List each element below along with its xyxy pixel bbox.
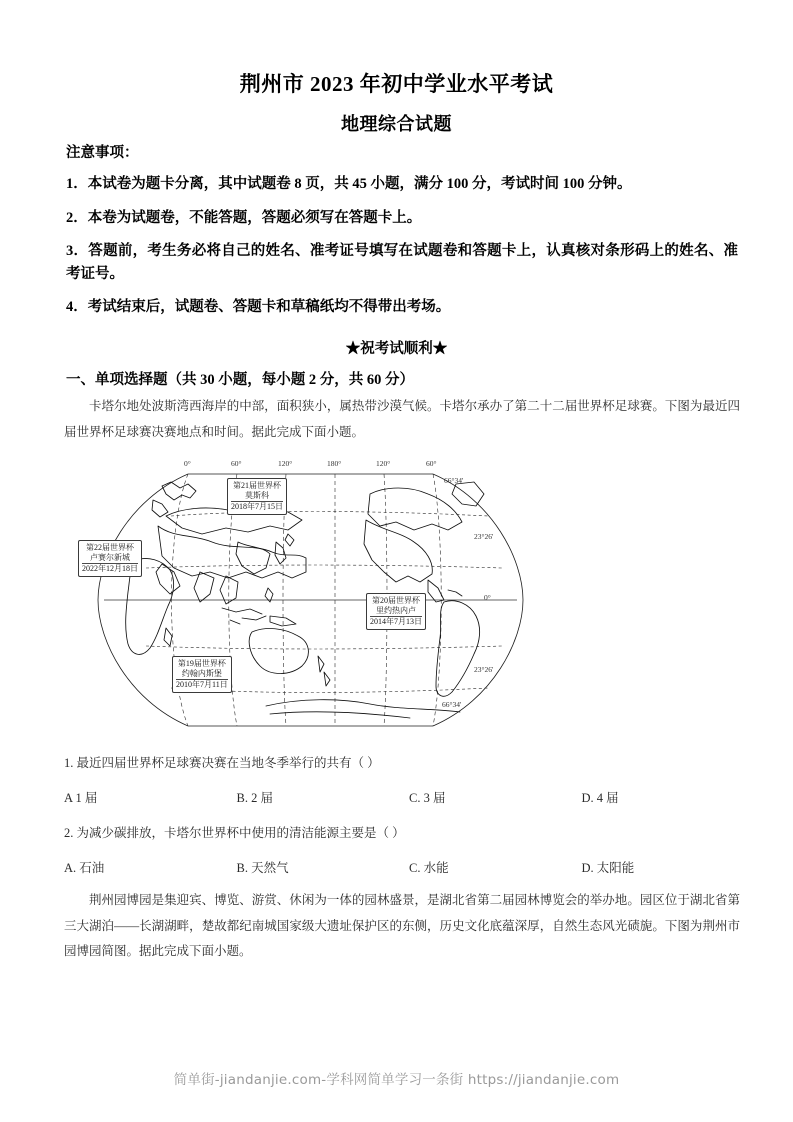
map-label-edition: 第22届世界杯 [86,543,134,552]
map-label-date: 2022年12月18日 [82,564,138,574]
world-map-svg [70,460,550,740]
longitude-label-120w: 120° [376,459,391,468]
map-label-date: 2014年7月13日 [370,617,422,627]
map-label-place: 约翰内斯堡 [181,669,222,679]
question-2-option-c[interactable]: C. 水能 [409,861,449,875]
question-2-option-b[interactable]: B. 天然气 [236,861,289,875]
question-1-option-b[interactable]: B. 2 届 [236,791,273,805]
map-label-edition: 第21届世界杯 [233,481,281,490]
map-label-edition: 第19届世界杯 [177,659,226,668]
map-label-edition: 第20届世界杯 [372,596,420,605]
map-label-world-cup-21 [227,478,287,515]
footer-watermark: 简单街-jiandanjie.com-学科网简单学习一条街 https://jiandanjie.com [173,1072,620,1088]
map-label-world-cup-20 [366,593,426,630]
question-2-option-a[interactable]: A. 石油 [64,861,105,875]
latitude-label-arctic-circle: 66°34' [444,476,464,485]
question-1-stem: 1. 最近四届世界杯足球赛决赛在当地冬季举行的共有（ ） [64,756,380,770]
question-2-options [64,858,754,876]
page-title: 荆州市 2023 年初中学业水平考试 [239,72,554,96]
section-heading-multiple-choice: 一、单项选择题（共 30 小题，每小题 2 分，共 60 分） [66,372,414,388]
question-1 [64,753,754,806]
latitude-label-tropic-of-capricorn: 23°26' [474,665,494,674]
longitude-label-60e: 60° [231,459,242,468]
latitude-label-antarctic-circle: 66°34' [442,700,462,709]
question-1-options [64,788,754,806]
longitude-label-60w: 60° [426,459,437,468]
latitude-label-tropic-of-cancer: 23°26' [474,532,494,541]
notice-block [66,145,738,330]
passage-qatar: 卡塔尔地处波斯湾西海岸的中部，面积狭小，属热带沙漠气候。卡塔尔承办了第二十二届世界杯足球赛。下图为最近四届世界杯足球赛决赛地点和时间。据此完成下面小题。 [64,399,740,439]
map-label-place: 里约热内卢 [376,606,416,616]
latitude-label-equator: 0° [484,593,491,602]
question-2 [64,823,754,876]
page-subtitle: 地理综合试题 [341,114,452,134]
map-label-world-cup-19 [172,656,232,693]
map-label-place: 卢赛尔新城 [90,553,130,563]
good-luck-line: ★祝考试顺利★ [345,341,448,357]
map-label-world-cup-22 [78,540,142,577]
world-cup-map-figure [70,460,550,740]
notice-heading: 注意事项： [66,145,139,161]
question-1-option-d[interactable]: D. 4 届 [581,791,619,805]
notice-item-2: 2．本卷为试题卷，不能答题，答题必须写在答题卡上。 [66,209,422,226]
question-2-option-d[interactable]: D. 太阳能 [581,861,635,875]
question-1-option-a[interactable]: A 1 届 [64,791,98,805]
passage-jingzhou-garden-expo: 荆州园博园是集迎宾、博览、游赏、休闲为一体的园林盛景，是湖北省第二届园林博览会的举办地。园区位于湖北省第三大湖泊——长湖湖畔，楚故都纪南城国家级大遗址保护区的东侧，历史文化底蕴深厚，自然生态风光碛旎。下图为荆州市园博园简图。据此完成下面小题。 [64,893,740,959]
map-label-date: 2018年7月15日 [231,502,283,512]
longitude-label-0: 0° [184,459,191,468]
map-label-place: 莫斯科 [245,491,269,501]
notice-item-3: 3．答题前，考生务必将自己的姓名、准考证号填写在试题卷和答题卡上，认真核对条形码上的姓名、准考证号。 [66,243,738,282]
notice-item-1: 1．本试卷为题卡分离，其中试题卷 8 页，共 45 小题，满分 100 分，考试时间 100 分钟。 [66,176,632,193]
question-1-option-c[interactable]: C. 3 届 [409,791,446,805]
question-2-stem: 2. 为减少碳排放，卡塔尔世界杯中使用的清洁能源主要是（ ） [64,826,405,840]
longitude-label-120e: 120° [278,459,293,468]
map-label-date: 2010年7月11日 [176,680,228,690]
longitude-label-180: 180° [327,459,342,468]
notice-item-4: 4．考试结束后，试题卷、答题卡和草稿纸均不得带出考场。 [66,299,451,316]
